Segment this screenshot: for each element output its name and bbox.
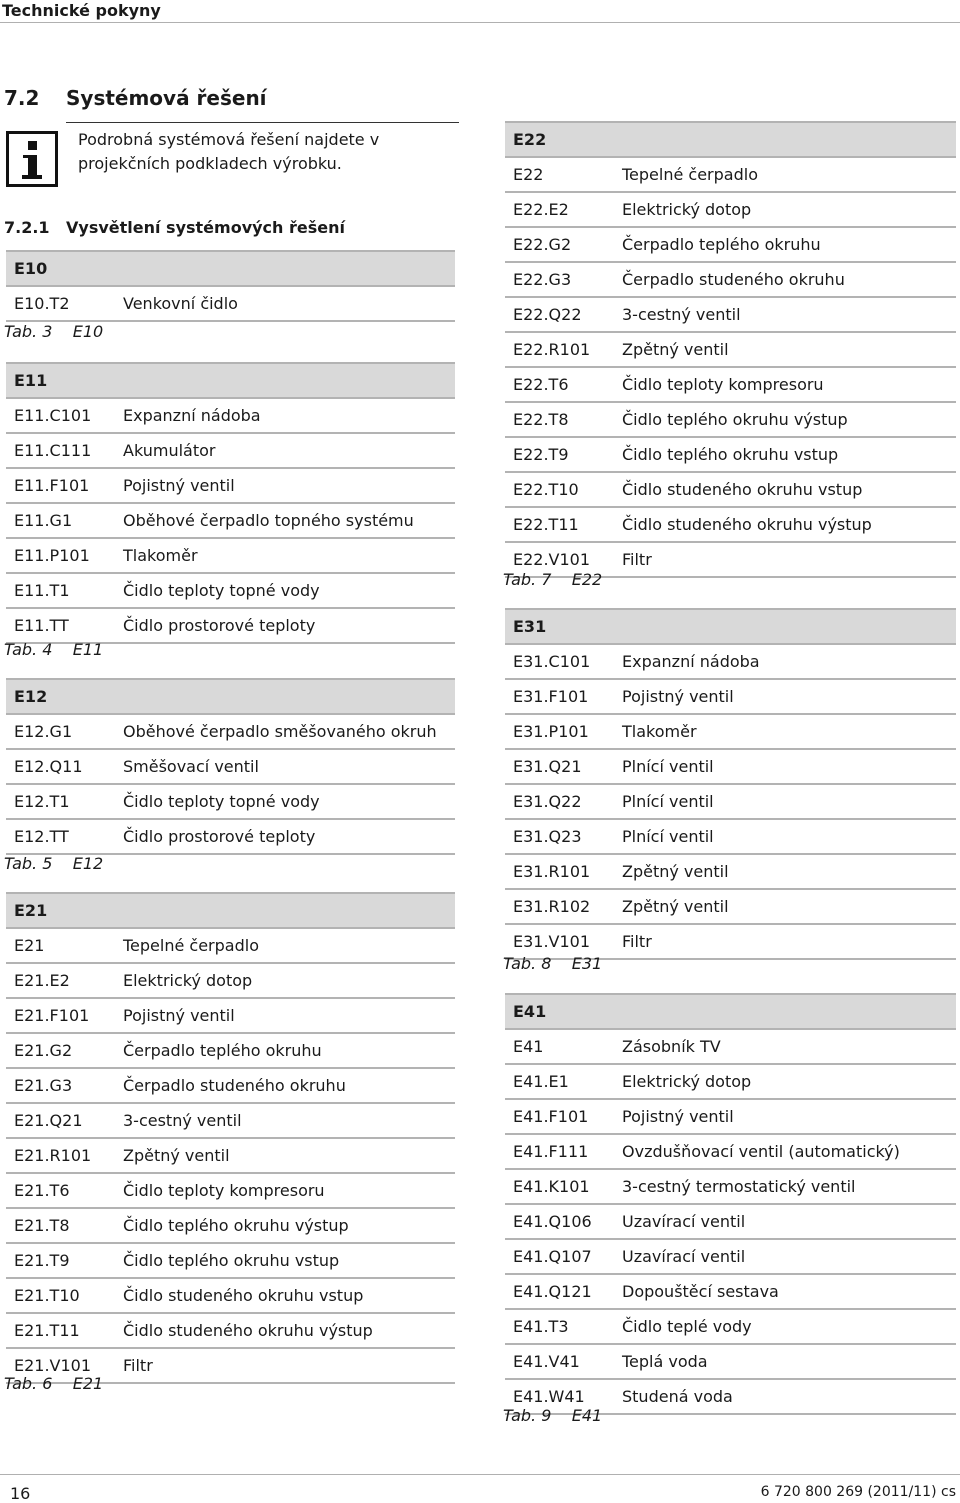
table-row: [505, 192, 956, 227]
component-code: E21: [6, 928, 115, 963]
table-row: [505, 854, 956, 889]
table-row: [6, 714, 455, 749]
table-row: [505, 1064, 956, 1099]
component-description: Čerpadlo teplého okruhu: [115, 1033, 455, 1068]
table-e21: [6, 892, 455, 1384]
table-title-spacer: [115, 679, 455, 714]
component-code: E41.V41: [505, 1344, 614, 1379]
table-header-row: [6, 363, 455, 398]
component-description: Tlakoměr: [115, 538, 455, 573]
component-description: Tlakoměr: [614, 714, 956, 749]
component-code: E11.G1: [6, 503, 115, 538]
table-row: [6, 749, 455, 784]
table-row: [6, 928, 455, 963]
component-code: E21.R101: [6, 1138, 115, 1173]
component-description: Čidlo teplého okruhu výstup: [115, 1208, 455, 1243]
component-description: Čidlo studeného okruhu výstup: [115, 1313, 455, 1348]
caption-tab: Tab. 9: [503, 1406, 552, 1425]
table-row: [6, 1278, 455, 1313]
caption-tab: Tab. 7: [503, 570, 552, 589]
component-code: E22.T10: [505, 472, 614, 507]
component-code: E31.Q23: [505, 819, 614, 854]
component-description: Expanzní nádoba: [614, 644, 956, 679]
component-code: E22.G2: [505, 227, 614, 262]
component-description: Zásobník TV: [614, 1029, 956, 1064]
component-code: E22.E2: [505, 192, 614, 227]
component-description: Tepelné čerpadlo: [614, 157, 956, 192]
component-code: E31.Q21: [505, 749, 614, 784]
table-row: [505, 332, 956, 367]
caption-e31: [503, 954, 602, 973]
component-code: E11.C101: [6, 398, 115, 433]
component-code: E22.T8: [505, 402, 614, 437]
component-description: Zpětný ventil: [614, 854, 956, 889]
component-code: E41.F111: [505, 1134, 614, 1169]
table-row: [6, 286, 455, 321]
component-description: Elektrický dotop: [115, 963, 455, 998]
table-row: [6, 468, 455, 503]
component-code: E22.G3: [505, 262, 614, 297]
component-code: E21.T8: [6, 1208, 115, 1243]
component-code: E12.T1: [6, 784, 115, 819]
caption-e11: [4, 640, 103, 659]
component-description: Teplá voda: [614, 1344, 956, 1379]
table-header-row: [505, 122, 956, 157]
component-code: E21.T11: [6, 1313, 115, 1348]
component-code: E11.T1: [6, 573, 115, 608]
table-row: [505, 679, 956, 714]
component-code: E22.R101: [505, 332, 614, 367]
table-title: E12: [6, 679, 115, 714]
caption-e21: [4, 1374, 103, 1393]
component-description: Čidlo teplého okruhu vstup: [115, 1243, 455, 1278]
table-row: [505, 1309, 956, 1344]
table-e10: [6, 250, 455, 322]
caption-e22: [503, 570, 602, 589]
caption-e10: [4, 322, 103, 341]
component-code: E22.V101: [505, 542, 614, 577]
table-row: [6, 1208, 455, 1243]
component-code: E41.T3: [505, 1309, 614, 1344]
component-code: E21.E2: [6, 963, 115, 998]
table-row: [505, 714, 956, 749]
table-row: [505, 1169, 956, 1204]
component-description: Plnící ventil: [614, 749, 956, 784]
caption-e12: [4, 854, 103, 873]
table-e41: [505, 993, 956, 1415]
table-row: [505, 402, 956, 437]
component-description: Pojistný ventil: [115, 998, 455, 1033]
table-row: [505, 1099, 956, 1134]
table-row: [6, 503, 455, 538]
component-code: E21.T10: [6, 1278, 115, 1313]
component-code: E22.T6: [505, 367, 614, 402]
component-code: E22.T11: [505, 507, 614, 542]
component-description: Čidlo prostorové teploty: [115, 608, 455, 643]
table-row: [6, 1068, 455, 1103]
component-code: E11.P101: [6, 538, 115, 573]
table-row: [505, 1134, 956, 1169]
table-row: [505, 1274, 956, 1309]
table-row: [505, 1239, 956, 1274]
component-code: E31.C101: [505, 644, 614, 679]
component-code: E21.G3: [6, 1068, 115, 1103]
table-header-row: [6, 679, 455, 714]
table-row: [6, 1313, 455, 1348]
component-code: E10.T2: [6, 286, 115, 321]
component-code: E31.Q22: [505, 784, 614, 819]
table-row: [6, 1173, 455, 1208]
caption-label: E12: [72, 854, 104, 873]
table-row: [6, 1243, 455, 1278]
header-title: Technické pokyny: [2, 1, 161, 20]
table-title-spacer: [614, 609, 956, 644]
caption-tab: Tab. 5: [4, 854, 53, 873]
component-code: E12.G1: [6, 714, 115, 749]
table-row: [505, 262, 956, 297]
table-title: E11: [6, 363, 115, 398]
table-title-spacer: [115, 363, 455, 398]
caption-label: E22: [571, 570, 603, 589]
table-row: [505, 749, 956, 784]
table-row: [6, 1033, 455, 1068]
component-code: E21.Q21: [6, 1103, 115, 1138]
section-number: 7.2: [4, 86, 40, 110]
component-description: Čidlo teploty topné vody: [115, 784, 455, 819]
component-description: Akumulátor: [115, 433, 455, 468]
component-description: Studená voda: [614, 1379, 956, 1414]
component-description: 3-cestný ventil: [614, 297, 956, 332]
table-row: [6, 398, 455, 433]
table-title: E22: [505, 122, 614, 157]
table-row: [6, 608, 455, 643]
component-description: Uzavírací ventil: [614, 1239, 956, 1274]
subsection-number: 7.2.1: [4, 218, 50, 237]
page-number: 16: [10, 1484, 31, 1503]
component-description: Čerpadlo studeného okruhu: [614, 262, 956, 297]
component-description: Expanzní nádoba: [115, 398, 455, 433]
component-description: Plnící ventil: [614, 784, 956, 819]
component-description: Čidlo studeného okruhu vstup: [115, 1278, 455, 1313]
info-note: Podrobná systémová řešení najdete v projekčních podkladech výrobku.: [78, 130, 380, 173]
table-header-row: [505, 994, 956, 1029]
component-code: E21.V101: [6, 1348, 115, 1383]
component-code: E31.V101: [505, 924, 614, 959]
table-row: [505, 437, 956, 472]
table-e22: [505, 121, 956, 578]
component-description: Čidlo studeného okruhu vstup: [614, 472, 956, 507]
table-title-spacer: [115, 251, 455, 286]
page-header: [0, 0, 960, 23]
component-description: Čidlo teplé vody: [614, 1309, 956, 1344]
table-title-spacer: [614, 122, 956, 157]
component-description: Čidlo teploty kompresoru: [614, 367, 956, 402]
table-row: [505, 472, 956, 507]
component-description: Elektrický dotop: [614, 192, 956, 227]
table-title: E10: [6, 251, 115, 286]
caption-tab: Tab. 3: [4, 322, 53, 341]
table-row: [6, 819, 455, 854]
component-description: Směšovací ventil: [115, 749, 455, 784]
component-description: Pojistný ventil: [115, 468, 455, 503]
component-code: E22: [505, 157, 614, 192]
caption-tab: Tab. 4: [4, 640, 53, 659]
component-description: Elektrický dotop: [614, 1064, 956, 1099]
component-code: E31.F101: [505, 679, 614, 714]
table-row: [6, 963, 455, 998]
caption-label: E21: [72, 1374, 104, 1393]
table-row: [6, 998, 455, 1033]
caption-e41: [503, 1406, 602, 1425]
footer-divider: [0, 1474, 960, 1475]
table-title-spacer: [614, 994, 956, 1029]
component-description: 3-cestný termostatický ventil: [614, 1169, 956, 1204]
caption-label: E31: [571, 954, 603, 973]
component-code: E41.E1: [505, 1064, 614, 1099]
component-code: E12.Q11: [6, 749, 115, 784]
table-title-spacer: [115, 893, 455, 928]
component-code: E41.W41: [505, 1379, 614, 1414]
table-row: [6, 538, 455, 573]
table-row: [505, 644, 956, 679]
component-description: Plnící ventil: [614, 819, 956, 854]
table-title: E21: [6, 893, 115, 928]
component-description: Filtr: [115, 1348, 455, 1383]
component-code: E11.F101: [6, 468, 115, 503]
component-code: E21.F101: [6, 998, 115, 1033]
component-description: Zpětný ventil: [614, 332, 956, 367]
component-code: E31.P101: [505, 714, 614, 749]
component-description: Čidlo teplého okruhu vstup: [614, 437, 956, 472]
component-description: Ovzdušňovací ventil (automatický): [614, 1134, 956, 1169]
table-row: [505, 1029, 956, 1064]
component-description: 3-cestný ventil: [115, 1103, 455, 1138]
component-description: Dopouštěcí sestava: [614, 1274, 956, 1309]
caption-label: E10: [72, 322, 104, 341]
component-description: Čidlo studeného okruhu výstup: [614, 507, 956, 542]
component-description: Čerpadlo teplého okruhu: [614, 227, 956, 262]
subsection-title: Vysvětlení systémových řešení: [66, 218, 345, 237]
component-description: Čidlo teplého okruhu výstup: [614, 402, 956, 437]
component-code: E21.T6: [6, 1173, 115, 1208]
component-code: E41: [505, 1029, 614, 1064]
table-row: [6, 1103, 455, 1138]
table-row: [505, 784, 956, 819]
component-description: Čidlo teploty kompresoru: [115, 1173, 455, 1208]
component-description: Čidlo prostorové teploty: [115, 819, 455, 854]
component-code: E41.K101: [505, 1169, 614, 1204]
table-row: [6, 784, 455, 819]
info-icon: [6, 131, 58, 187]
component-description: Čerpadlo studeného okruhu: [115, 1068, 455, 1103]
table-row: [505, 227, 956, 262]
table-row: [505, 367, 956, 402]
table-row: [6, 573, 455, 608]
table-row: [505, 157, 956, 192]
component-description: Oběhové čerpadlo směšovaného okruh: [115, 714, 455, 749]
component-code: E31.R102: [505, 889, 614, 924]
table-title: E41: [505, 994, 614, 1029]
table-e31: [505, 608, 956, 960]
component-code: E22.T9: [505, 437, 614, 472]
component-description: Filtr: [614, 542, 956, 577]
table-row: [6, 433, 455, 468]
table-header-row: [505, 609, 956, 644]
component-description: Oběhové čerpadlo topného systému: [115, 503, 455, 538]
caption-label: E11: [72, 640, 104, 659]
table-row: [505, 889, 956, 924]
component-code: E12.TT: [6, 819, 115, 854]
caption-label: E41: [571, 1406, 603, 1425]
component-description: Pojistný ventil: [614, 1099, 956, 1134]
info-divider: [66, 122, 459, 123]
component-description: Venkovní čidlo: [115, 286, 455, 321]
component-code: E41.Q121: [505, 1274, 614, 1309]
table-row: [505, 297, 956, 332]
component-description: Pojistný ventil: [614, 679, 956, 714]
component-description: Tepelné čerpadlo: [115, 928, 455, 963]
component-description: Filtr: [614, 924, 956, 959]
table-row: [6, 1138, 455, 1173]
component-description: Čidlo teploty topné vody: [115, 573, 455, 608]
component-code: E41.F101: [505, 1099, 614, 1134]
table-e11: [6, 362, 455, 644]
table-title: E31: [505, 609, 614, 644]
component-code: E41.Q107: [505, 1239, 614, 1274]
component-code: E21.G2: [6, 1033, 115, 1068]
section-title: Systémová řešení: [66, 86, 267, 110]
table-row: [505, 507, 956, 542]
table-row: [505, 1204, 956, 1239]
table-row: [505, 819, 956, 854]
table-row: [505, 1344, 956, 1379]
caption-tab: Tab. 6: [4, 1374, 53, 1393]
component-description: Zpětný ventil: [614, 889, 956, 924]
component-code: E31.R101: [505, 854, 614, 889]
table-e12: [6, 678, 455, 855]
component-code: E11.TT: [6, 608, 115, 643]
component-code: E22.Q22: [505, 297, 614, 332]
component-description: Zpětný ventil: [115, 1138, 455, 1173]
component-code: E11.C111: [6, 433, 115, 468]
table-header-row: [6, 251, 455, 286]
caption-tab: Tab. 8: [503, 954, 552, 973]
table-header-row: [6, 893, 455, 928]
component-code: E41.Q106: [505, 1204, 614, 1239]
document-id: 6 720 800 269 (2011/11) cs: [760, 1484, 956, 1500]
component-code: E21.T9: [6, 1243, 115, 1278]
component-description: Uzavírací ventil: [614, 1204, 956, 1239]
